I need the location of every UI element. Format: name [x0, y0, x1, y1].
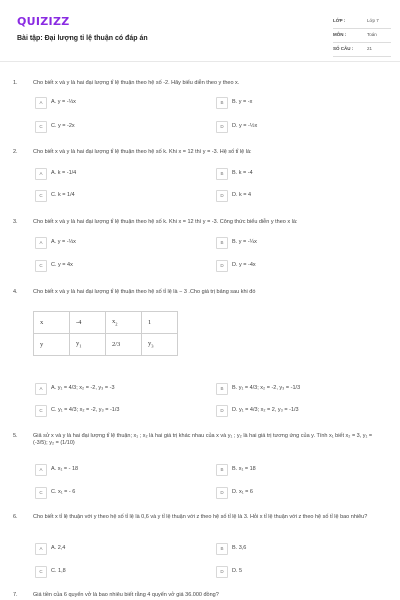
option-text: A. k = -1/4 [51, 170, 77, 176]
option-d[interactable] [216, 566, 386, 578]
meta-value: Lớp 7 [367, 18, 379, 23]
option-b[interactable] [216, 97, 386, 109]
value-table [33, 311, 178, 356]
option-letter: B [216, 464, 228, 476]
option-text: A. y = -⅓x [51, 239, 76, 245]
cell-text: 2/3 [112, 341, 121, 348]
option-b[interactable] [216, 168, 386, 180]
question-text: Cho biết x và y là hai đại lượng tỉ lệ thuận theo hệ số -2. Hãy biểu diễn theo y theo x. [33, 80, 240, 86]
option-letter: A [35, 383, 47, 395]
table-cell [70, 334, 106, 356]
cell-text: y [76, 340, 80, 348]
question-text: Cho biết x và y là hai đại lượng tỉ lệ thuận theo hệ số k. Khi x = 12 thì y = -3. Công thức biểu diễn y theo x là: [33, 219, 298, 225]
meta-label: LỚP : [333, 18, 346, 23]
option-d[interactable] [216, 190, 386, 202]
table-cell [106, 312, 142, 334]
option-d[interactable] [216, 121, 386, 133]
question-number: 3. [13, 219, 18, 225]
option-text: D. 5 [232, 568, 243, 574]
divider [333, 56, 391, 57]
cell-subscript: 1 [79, 343, 82, 349]
meta-value: Toán [367, 32, 377, 37]
meta-row-subject [333, 29, 391, 43]
question-text: Cho biết x và y là hai đại lượng tỉ lệ thuận theo hệ số k. Khi x = 12 thì y = -3. Hệ số tỉ lệ là: [33, 149, 252, 155]
option-c[interactable] [35, 190, 205, 202]
option-d[interactable] [216, 260, 386, 272]
question-number: 1. [13, 80, 18, 86]
option-text: B. y = -¼x [232, 239, 257, 245]
option-text: A. 2,4 [51, 545, 66, 551]
option-text: C. y₁ = 4/3; x₂ = -2, y₃ = -1/3 [51, 407, 120, 413]
worksheet-meta [333, 15, 391, 57]
meta-label: MÔN : [333, 32, 347, 37]
option-c[interactable] [35, 260, 205, 272]
option-b[interactable] [216, 237, 386, 249]
cell-text: -4 [76, 319, 82, 326]
table-cell [142, 334, 178, 356]
option-letter: C [35, 121, 47, 133]
meta-row-grade [333, 15, 391, 29]
cell-text: x [40, 319, 44, 326]
option-c[interactable] [35, 121, 205, 133]
option-text: B. y = -x [232, 99, 253, 105]
header-divider [0, 61, 400, 62]
option-letter: C [35, 260, 47, 272]
table-cell [34, 334, 70, 356]
option-text: D. y₁ = 4/3; x₂ = 2, y₃ = -1/3 [232, 407, 299, 413]
option-text: D. y = -4x [232, 262, 256, 268]
question-text: Cho biết x và y là hai đại lượng tỉ lệ thuận theo hệ số tỉ lệ là − 3 .Cho giá trị bảng sau khi đó [33, 289, 256, 295]
option-c[interactable] [35, 405, 205, 417]
question-number: 6. [13, 514, 18, 520]
quizizz-logo: QUIZIZZ [17, 15, 70, 28]
cell-subscript: 3 [151, 343, 154, 349]
option-text: B. k = -4 [232, 170, 253, 176]
option-letter: A [35, 543, 47, 555]
option-letter: A [35, 237, 47, 249]
question-text: Cho biết x tỉ lệ thuận với y theo hệ số tỉ lệ là 0,6 và y tỉ lệ thuận với z theo hệ số tỉ lệ là 3. Hỏi x tỉ lệ thuận với z theo hệ số tỉ lệ bao nhiêu? [33, 514, 368, 520]
option-text: A. y = -⅓x [51, 99, 76, 105]
option-b[interactable] [216, 543, 386, 555]
option-c[interactable] [35, 487, 205, 499]
option-text: A. y₁ = 4/3; x₂ = -2, y₃ = -3 [51, 385, 115, 391]
option-letter: B [216, 97, 228, 109]
question-number: 4. [13, 289, 18, 295]
option-c[interactable] [35, 566, 205, 578]
option-text: C. y = -2x [51, 123, 75, 129]
option-letter: D [216, 405, 228, 417]
option-b[interactable] [216, 464, 386, 476]
option-text: A. x₁ = - 18 [51, 466, 79, 472]
option-text: B. y₁ = 4/3; x₂ = -2, y₃ = -1/3 [232, 385, 301, 391]
option-letter: D [216, 190, 228, 202]
option-a[interactable] [35, 168, 205, 180]
question-text: Giả sử x và y là hai đại lượng tỉ lệ thuận; x₁ ; x₂ là hai giá trị khác nhau của x và y₁ ; y₂ là hai giá trị tương ứng của y. Tính x₁ biết x₂ = 3, y₁ = (-3/5); y₂ = (1/10) [33, 433, 373, 446]
option-letter: C [35, 487, 47, 499]
option-letter: A [35, 464, 47, 476]
option-d[interactable] [216, 487, 386, 499]
option-a[interactable] [35, 237, 205, 249]
option-text: B. 3,6 [232, 545, 247, 551]
option-text: C. y = 4x [51, 262, 73, 268]
worksheet-header [0, 0, 400, 62]
option-a[interactable] [35, 97, 205, 109]
question-number: 2. [13, 149, 18, 155]
option-letter: D [216, 121, 228, 133]
table-cell [142, 312, 178, 334]
table-row [34, 312, 178, 334]
question-text: Giá tiền của 6 quyển vở là bao nhiêu biết rằng 4 quyển vở giá 36.000 đồng? [33, 592, 219, 598]
option-b[interactable] [216, 383, 386, 395]
option-letter: B [216, 383, 228, 395]
meta-label: SỐ CÂU : [333, 46, 354, 51]
question-number: 7. [13, 592, 18, 598]
option-text: D. x₁ = 6 [232, 489, 253, 495]
table-cell [70, 312, 106, 334]
cell-text: y [40, 341, 44, 348]
option-text: B. x₁ = 18 [232, 466, 256, 472]
option-letter: D [216, 260, 228, 272]
option-letter: B [216, 543, 228, 555]
cell-text: x [112, 318, 116, 326]
meta-row-count [333, 43, 391, 57]
option-d[interactable] [216, 405, 386, 417]
option-text: C. x₁ = - 6 [51, 489, 76, 495]
table-cell [106, 334, 142, 356]
option-text: C. 1,8 [51, 568, 66, 574]
option-letter: D [216, 487, 228, 499]
option-text: C. k = 1/4 [51, 192, 75, 198]
option-a[interactable] [35, 464, 205, 476]
option-letter: C [35, 405, 47, 417]
table-cell [34, 312, 70, 334]
cell-text: y [148, 340, 152, 348]
option-letter: A [35, 97, 47, 109]
option-letter: D [216, 566, 228, 578]
option-letter: A [35, 168, 47, 180]
option-letter: B [216, 168, 228, 180]
option-letter: B [216, 237, 228, 249]
cell-text: 1 [148, 319, 152, 326]
meta-value: 21 [367, 46, 373, 51]
table-row [34, 334, 178, 356]
option-a[interactable] [35, 383, 205, 395]
option-letter: C [35, 566, 47, 578]
option-a[interactable] [35, 543, 205, 555]
option-text: D. y = -½x [232, 123, 258, 129]
worksheet-title: Bài tập: Đại lượng tỉ lệ thuận có đáp án [17, 35, 148, 42]
option-text: D. k = 4 [232, 192, 252, 198]
question-number: 5. [13, 433, 18, 439]
option-letter: C [35, 190, 47, 202]
cell-subscript: 2 [115, 321, 118, 327]
